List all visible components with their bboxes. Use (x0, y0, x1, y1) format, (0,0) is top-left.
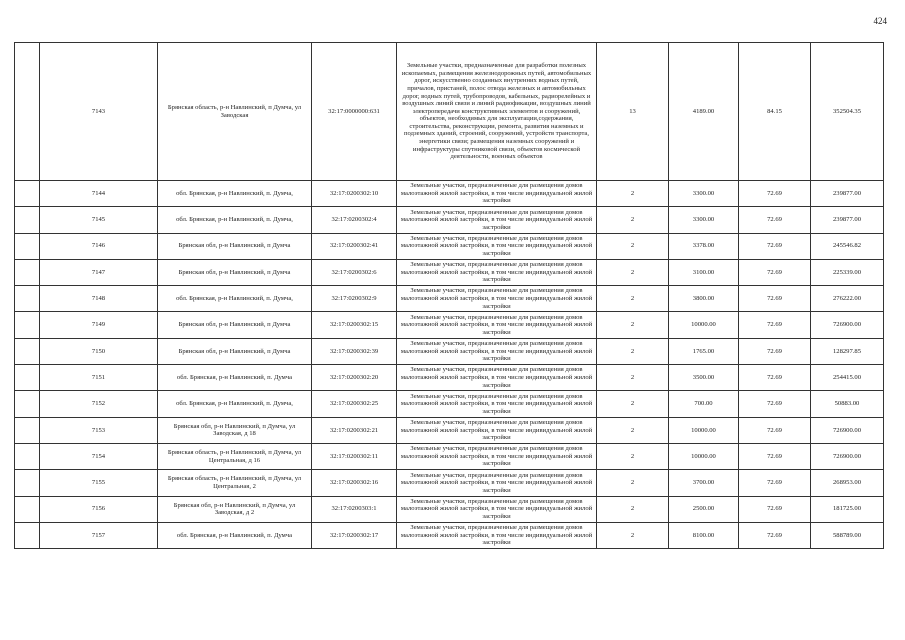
area-cell: 10000.00 (669, 312, 739, 338)
cadastral-number-cell: 32:17:0200302:11 (312, 443, 397, 469)
table-row (15, 286, 884, 312)
address-cell: обл. Брянская, р-н Навлинский, п. Думча, (158, 181, 312, 207)
land-use-cell: Земельные участки, предназначенные для размещения домов малоэтажной жилой застройки, в том числе индивидуальной жилой застройки (397, 312, 597, 338)
group-code-cell: 2 (597, 207, 669, 233)
area-cell: 3300.00 (669, 207, 739, 233)
cadastral-value-cell: 50883.00 (811, 391, 884, 417)
land-use-cell: Земельные участки, предназначенные для размещения домов малоэтажной жилой застройки, в том числе индивидуальной жилой застройки (397, 338, 597, 364)
row-number: 7150 (40, 338, 158, 364)
cadastral-value-cell: 128297.85 (811, 338, 884, 364)
area-cell: 2500.00 (669, 496, 739, 522)
rate-cell: 72.69 (739, 496, 811, 522)
area-cell: 10000.00 (669, 417, 739, 443)
area-cell: 3100.00 (669, 259, 739, 285)
address-cell: обл. Брянская, р-н Навлинский, п. Думча, (158, 207, 312, 233)
group-code-cell: 2 (597, 522, 669, 548)
cadastral-value-cell: 239877.00 (811, 181, 884, 207)
empty-cell (15, 338, 40, 364)
rate-cell: 72.69 (739, 286, 811, 312)
area-cell: 10000.00 (669, 443, 739, 469)
cadastral-number-cell: 32:17:0200302:10 (312, 181, 397, 207)
table-row (15, 496, 884, 522)
cadastral-value-cell: 588789.00 (811, 522, 884, 548)
land-use-cell: Земельные участки, предназначенные для размещения домов малоэтажной жилой застройки, в том числе индивидуальной жилой застройки (397, 443, 597, 469)
land-use-cell: Земельные участки, предназначенные для размещения домов малоэтажной жилой застройки, в том числе индивидуальной жилой застройки (397, 207, 597, 233)
land-use-cell: Земельные участки, предназначенные для размещения домов малоэтажной жилой застройки, в том числе индивидуальной жилой застройки (397, 470, 597, 496)
land-use-cell: Земельные участки, предназначенные для разработки полезных ископаемых, размещения железнодорожных путей, автомобильных дорог, искусственно созданных внутренних водных путей, причалов, пристаней, полос отвода железных и автомобильных дорог, водных путей, трубопроводов, кабельных, радиорелейных и воздушных линий связи и линий радиофикации, воздушных линий электропередачи конструктивных элементов и сооружений, объектов, необходимых для эксплуатации,содержания, строительства, реконструкции, ремонта, развития наземных и подземных зданий, строений, сооружений, устройств транспорта, энергетики связи; размещения наземных сооружений и инфраструктуры спутниковой связи, объектов космической деятельности, военных объектов (397, 43, 597, 181)
cadastral-number-cell: 32:17:0200302:41 (312, 233, 397, 259)
rate-cell: 84.15 (739, 43, 811, 181)
group-code-cell: 2 (597, 443, 669, 469)
address-cell: обл. Брянская, р-н Навлинский, п. Думча, (158, 391, 312, 417)
cadastral-value-cell: 254415.00 (811, 365, 884, 391)
group-code-cell: 2 (597, 312, 669, 338)
empty-cell (15, 391, 40, 417)
area-cell: 700.00 (669, 391, 739, 417)
row-number: 7147 (40, 259, 158, 285)
cadastral-value-cell: 352504.35 (811, 43, 884, 181)
area-cell: 3700.00 (669, 470, 739, 496)
address-cell: Брянская обл, р-н Навлинский, п Думча (158, 233, 312, 259)
empty-cell (15, 417, 40, 443)
empty-cell (15, 259, 40, 285)
empty-cell (15, 43, 40, 181)
table-row (15, 365, 884, 391)
group-code-cell: 2 (597, 365, 669, 391)
land-use-cell: Земельные участки, предназначенные для размещения домов малоэтажной жилой застройки, в том числе индивидуальной жилой застройки (397, 417, 597, 443)
empty-cell (15, 470, 40, 496)
empty-cell (15, 181, 40, 207)
cadastral-number-cell: 32:17:0200302:15 (312, 312, 397, 338)
empty-cell (15, 207, 40, 233)
empty-cell (15, 496, 40, 522)
land-use-cell: Земельные участки, предназначенные для размещения домов малоэтажной жилой застройки, в том числе индивидуальной жилой застройки (397, 496, 597, 522)
empty-cell (15, 286, 40, 312)
row-number: 7153 (40, 417, 158, 443)
table-row (15, 470, 884, 496)
row-number: 7155 (40, 470, 158, 496)
row-number: 7145 (40, 207, 158, 233)
rate-cell: 72.69 (739, 365, 811, 391)
empty-cell (15, 233, 40, 259)
row-number: 7143 (40, 43, 158, 181)
table-row (15, 417, 884, 443)
land-use-cell: Земельные участки, предназначенные для размещения домов малоэтажной жилой застройки, в том числе индивидуальной жилой застройки (397, 181, 597, 207)
address-cell: обл. Брянская, р-н Навлинский, п. Думча (158, 522, 312, 548)
row-number: 7146 (40, 233, 158, 259)
rate-cell: 72.69 (739, 470, 811, 496)
cadastral-value-cell: 268953.00 (811, 470, 884, 496)
land-use-cell: Земельные участки, предназначенные для размещения домов малоэтажной жилой застройки, в том числе индивидуальной жилой застройки (397, 233, 597, 259)
empty-cell (15, 365, 40, 391)
address-cell: Брянская обл, р-н Навлинский, п Думча (158, 259, 312, 285)
table-row (15, 43, 884, 181)
cadastral-number-cell: 32:17:0200302:25 (312, 391, 397, 417)
table-row (15, 207, 884, 233)
address-cell: Брянская область, р-н Навлинский, п Думча, ул Заводская (158, 43, 312, 181)
cadastral-value-cell: 726900.00 (811, 443, 884, 469)
cadastral-value-cell: 245546.82 (811, 233, 884, 259)
cadastral-number-cell: 32:17:0200302:17 (312, 522, 397, 548)
cadastral-number-cell: 32:17:0200302:4 (312, 207, 397, 233)
empty-cell (15, 312, 40, 338)
cadastral-value-cell: 276222.00 (811, 286, 884, 312)
land-use-cell: Земельные участки, предназначенные для размещения домов малоэтажной жилой застройки, в том числе индивидуальной жилой застройки (397, 391, 597, 417)
land-use-cell: Земельные участки, предназначенные для размещения домов малоэтажной жилой застройки, в том числе индивидуальной жилой застройки (397, 286, 597, 312)
cadastral-number-cell: 32:17:0200302:21 (312, 417, 397, 443)
table-row (15, 259, 884, 285)
area-cell: 3300.00 (669, 181, 739, 207)
land-use-cell: Земельные участки, предназначенные для размещения домов малоэтажной жилой застройки, в том числе индивидуальной жилой застройки (397, 259, 597, 285)
row-number: 7144 (40, 181, 158, 207)
empty-cell (15, 443, 40, 469)
area-cell: 3800.00 (669, 286, 739, 312)
group-code-cell: 2 (597, 391, 669, 417)
group-code-cell: 2 (597, 286, 669, 312)
cadastral-value-cell: 726900.00 (811, 417, 884, 443)
address-cell: обл. Брянская, р-н Навлинский, п. Думча, (158, 286, 312, 312)
row-number: 7157 (40, 522, 158, 548)
rate-cell: 72.69 (739, 312, 811, 338)
cadastral-number-cell: 32:17:0200302:16 (312, 470, 397, 496)
area-cell: 4189.00 (669, 43, 739, 181)
rate-cell: 72.69 (739, 181, 811, 207)
rate-cell: 72.69 (739, 417, 811, 443)
group-code-cell: 2 (597, 259, 669, 285)
table-row (15, 443, 884, 469)
rate-cell: 72.69 (739, 391, 811, 417)
row-number: 7151 (40, 365, 158, 391)
area-cell: 3378.00 (669, 233, 739, 259)
group-code-cell: 2 (597, 338, 669, 364)
address-cell: обл. Брянская, р-н Навлинский, п. Думча (158, 365, 312, 391)
rate-cell: 72.69 (739, 522, 811, 548)
row-number: 7156 (40, 496, 158, 522)
rate-cell: 72.69 (739, 338, 811, 364)
rate-cell: 72.69 (739, 207, 811, 233)
table-row (15, 181, 884, 207)
rate-cell: 72.69 (739, 443, 811, 469)
group-code-cell: 2 (597, 233, 669, 259)
cadastral-number-cell: 32:17:0200303:1 (312, 496, 397, 522)
group-code-cell: 2 (597, 470, 669, 496)
table-row (15, 522, 884, 548)
land-register-table (14, 42, 884, 549)
cadastral-number-cell: 32:17:0200302:20 (312, 365, 397, 391)
rate-cell: 72.69 (739, 233, 811, 259)
area-cell: 8100.00 (669, 522, 739, 548)
empty-cell (15, 522, 40, 548)
land-use-cell: Земельные участки, предназначенные для размещения домов малоэтажной жилой застройки, в том числе индивидуальной жилой застройки (397, 365, 597, 391)
rate-cell: 72.69 (739, 259, 811, 285)
cadastral-value-cell: 225339.00 (811, 259, 884, 285)
row-number: 7148 (40, 286, 158, 312)
table-row (15, 391, 884, 417)
page-number: 424 (873, 16, 887, 26)
table-row (15, 233, 884, 259)
cadastral-number-cell: 32:17:0200302:9 (312, 286, 397, 312)
address-cell: Брянская обл, р-н Навлинский, п Думча, ул Заводская, д 18 (158, 417, 312, 443)
cadastral-number-cell: 32:17:0200302:39 (312, 338, 397, 364)
row-number: 7152 (40, 391, 158, 417)
group-code-cell: 2 (597, 496, 669, 522)
row-number: 7154 (40, 443, 158, 469)
land-use-cell: Земельные участки, предназначенные для размещения домов малоэтажной жилой застройки, в том числе индивидуальной жилой застройки (397, 522, 597, 548)
table-row (15, 312, 884, 338)
address-cell: Брянская обл, р-н Навлинский, п Думча (158, 338, 312, 364)
address-cell: Брянская область, р-н Навлинский, п Думча, ул Центральная, д 16 (158, 443, 312, 469)
cadastral-number-cell: 32:17:0200302:6 (312, 259, 397, 285)
address-cell: Брянская область, р-н Навлинский, п Думча, ул Центральная, 2 (158, 470, 312, 496)
address-cell: Брянская обл, р-н Навлинский, п Думча, ул Заводская, д 2 (158, 496, 312, 522)
address-cell: Брянская обл, р-н Навлинский, п Думча (158, 312, 312, 338)
table-row (15, 338, 884, 364)
cadastral-value-cell: 239877.00 (811, 207, 884, 233)
group-code-cell: 2 (597, 417, 669, 443)
area-cell: 3500.00 (669, 365, 739, 391)
row-number: 7149 (40, 312, 158, 338)
group-code-cell: 2 (597, 181, 669, 207)
area-cell: 1765.00 (669, 338, 739, 364)
cadastral-number-cell: 32:17:0000000:631 (312, 43, 397, 181)
cadastral-value-cell: 181725.00 (811, 496, 884, 522)
cadastral-value-cell: 726900.00 (811, 312, 884, 338)
group-code-cell: 13 (597, 43, 669, 181)
